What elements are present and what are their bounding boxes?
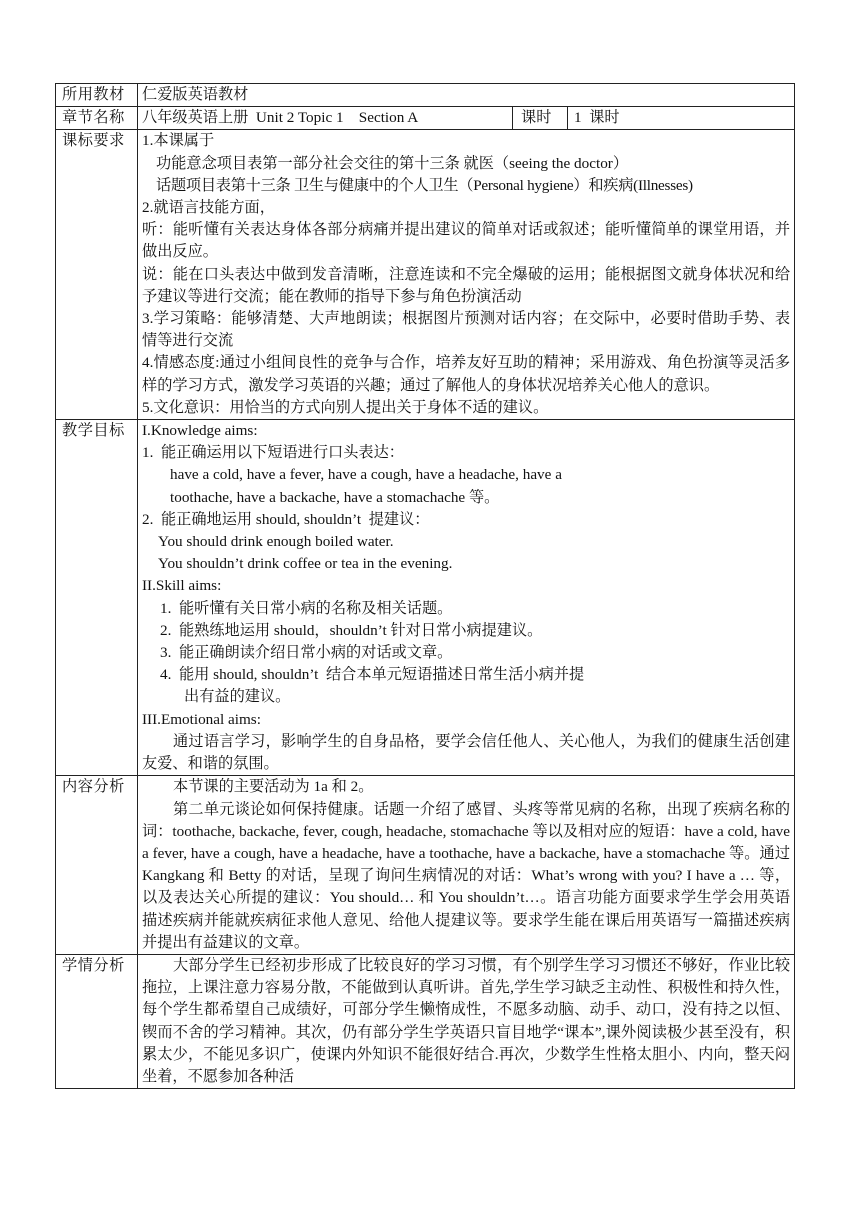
objective-line: 1. 能听懂有关日常小病的名称及相关话题。 [160,599,453,617]
row-objectives [56,420,795,776]
label-content: 内容分析 [56,776,138,955]
objective-line: III.Emotional aims: [142,710,261,728]
objective-line: 通过语言学习，影响学生的自身品格，要学会信任他人、关心他人，为我们的健康生活创建友爱、和谐的氛围。 [142,732,791,773]
value-content [138,776,795,955]
curriculum-line: 说：能在口头表达中做到发音清晰，注意连读和不完全爆破的运用；能根据图文就身体状况和给予建议等进行交流；能在教师的指导下参与角色扮演活动 [142,265,791,305]
label-objectives: 教学目标 [56,420,138,776]
objective-line: 1. 能正确运用以下短语进行口头表达： [142,444,404,462]
objective-line: have a cold, have a fever, have a cough, have a headache, have a [170,466,562,484]
value-objectives [138,420,795,776]
objective-line: 3. 能正确朗读介绍日常小病的对话或文章。 [160,644,453,662]
curriculum-line: 功能意念项目表第一部分社会交往的第十三条 就医（seeing the doctor） [156,154,629,172]
objective-line: You shouldn’t drink coffee or tea in the evening. [158,555,453,573]
objective-line: II.Skill aims: [142,577,222,595]
objective-line: I.Knowledge aims: [142,422,258,440]
curriculum-line: 2.就语言技能方面， [142,199,275,217]
row-content [56,776,795,955]
label-material: 所用教材 [56,84,138,107]
label-hours: 课时 [513,107,568,130]
objective-line: 2. 能正确地运用 should, shouldn’t 提建议： [142,510,430,528]
curriculum-line: 听：能听懂有关表达身体各部分病痛并提出建议的简单对话或叙述；能听懂简单的课堂用语，并做出反应。 [142,221,791,261]
value-hours: 1 课时 [568,107,795,130]
row-curriculum [56,130,795,420]
curriculum-line: 5.文化意识：用恰当的方式向别人提出关于身体不适的建议。 [142,398,549,416]
value-curriculum [138,130,795,420]
row-material [56,84,795,107]
row-chapter [56,107,795,130]
objective-line: 4. 能用 should, shouldn’t 结合本单元短语描述日常生活小病并提 [160,666,585,684]
value-students [138,954,795,1088]
curriculum-line: 话题项目表第十三条 卫生与健康中的个人卫生（Personal hygiene）和疾病(Illnesses) [156,176,693,194]
students-line: 大部分学生已经初步形成了比较良好的学习习惯，有个别学生学习习惯还不够好，作业比较拖拉，上课注意力容易分散，不能做到认真听讲。首先,学生学习缺乏主动性、积极性和持久性，每个学生都希望自己成绩好，可部分学生懒惰成性，不愿多动脑、动手、动口，没有持之以恒、锲而不舍的学习精神。其次，仍有部分学生学英语只盲目地学“课本”,课外阅读极少甚至没有，积累太少，不能见多识广，使课内外知识不能很好结合.再次，少数学生性格太胆小、内向，整天闷坐着，不愿参加各种活 [142,956,791,1085]
objective-line: 2. 能熟练地运用 should，shouldn’t 针对日常小病提建议。 [160,621,543,639]
objective-line: toothache, have a backache, have a stomachache 等。 [170,488,500,506]
lesson-plan-table [55,83,795,1089]
label-students: 学情分析 [56,954,138,1088]
content-line: 第二单元谈论如何保持健康。话题一介绍了感冒、头疼等常见病的名称，出现了疾病名称的词：toothache, backache, fever, cough, headache, stomachache 等以及相对应的短语：have a cold, have a fever, have a cough, have a headache, have a toothache, have a backache, have a stomachache 等。通过 Kangkang 和 Betty 的对话，呈现了询问生病情况的对话：What’s wrong with you? I have a … 等，以及表达关心所提的建议：You should… 和 You shouldn’t…。语言功能方面要求学生学会用英语描述疾病并能就疾病征求他人意见、给他人提建议等。要求学生能在课后用英语写一篇描述疾病并提出有益建议的文章。 [142,800,791,951]
value-material: 仁爱版英语教材 [138,84,795,107]
curriculum-line: 3.学习策略：能够清楚、大声地朗读；根据图片预测对话内容；在交际中，必要时借助手势、表情等进行交流 [142,310,791,350]
objective-line: You should drink enough boiled water. [158,533,394,551]
row-students [56,954,795,1088]
curriculum-line: 1.本课属于 [142,132,215,150]
lesson-plan-document [55,83,794,1089]
content-line: 本节课的主要活动为 1a 和 2。 [173,778,374,796]
label-curriculum: 课标要求 [56,130,138,420]
value-chapter: 八年级英语上册 Unit 2 Topic 1 Section A [138,107,513,130]
label-chapter: 章节名称 [56,107,138,130]
objective-line: 出有益的建议。 [184,688,291,706]
curriculum-line: 4.情感态度:通过小组间良性的竞争与合作，培养友好互助的精神；采用游戏、角色扮演等灵活多样的学习方式，激发学习英语的兴趣；通过了解他人的身体状况培养关心他人的意识。 [142,354,791,394]
